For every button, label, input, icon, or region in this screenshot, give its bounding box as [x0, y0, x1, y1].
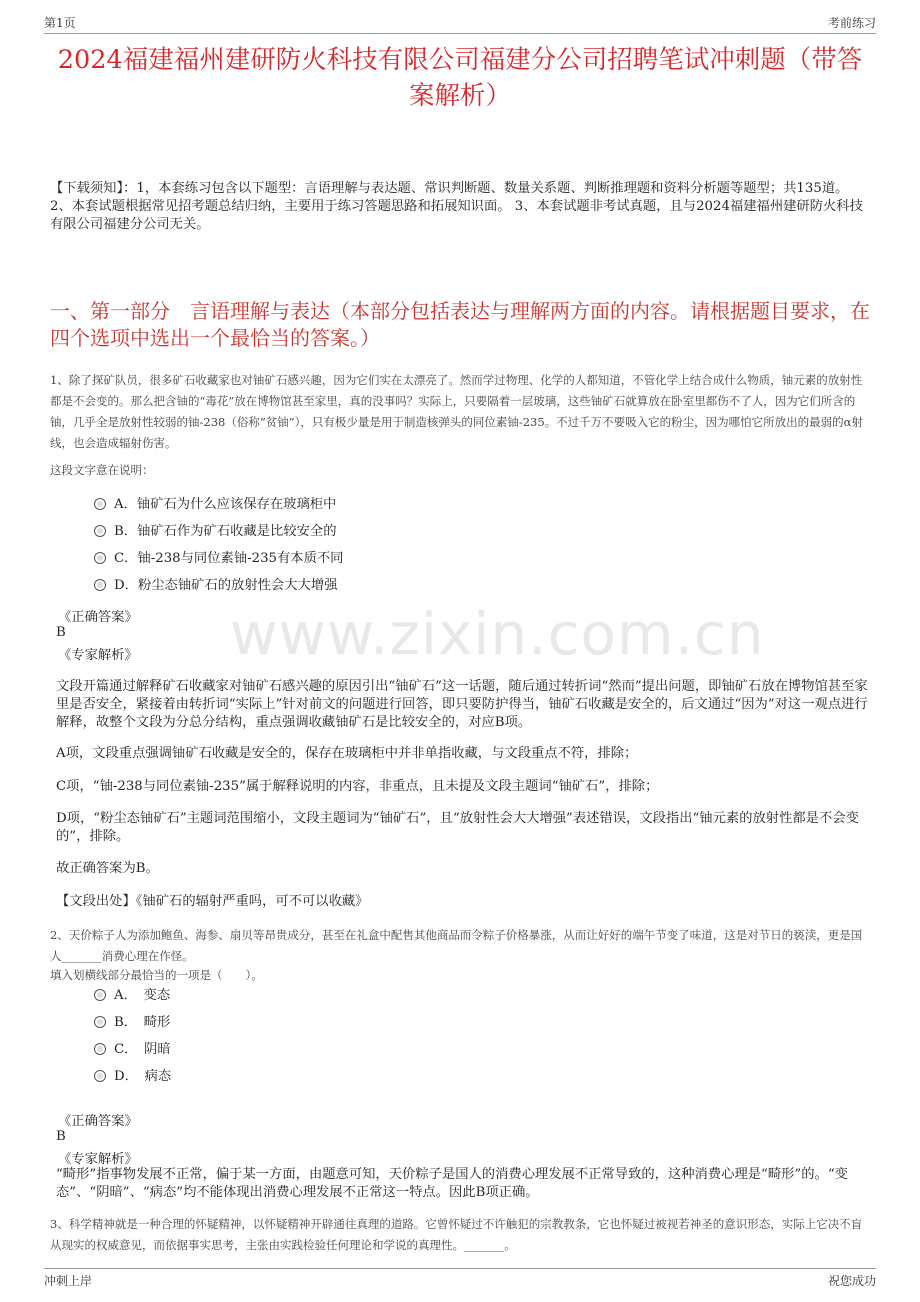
page-number: 第1页 [44, 16, 76, 30]
q1-analysis-para-5: 故正确答案为B。 [56, 861, 159, 876]
radio-icon[interactable] [94, 579, 106, 591]
q2-analysis: “畸形”指事物发展不正常，偏于某一方面，由题意可知，天价粽子是国人的消费心理发展不正常导致的，这种消费心理是“畸形”的。“变态”、“阴暗”、“病态”均不能体现出消费心理发展不正常这一特点。因此B项正确。 [56, 1167, 848, 1200]
watermark: www.zixin.com.cn [230, 600, 765, 668]
q1-option-d[interactable]: D．粉尘态铀矿石的放射性会大大增强 [94, 576, 337, 596]
download-notice: 【下载须知】：1，本套练习包含以下题型：言语理解与表达题、常识判断题、数量关系题、判断推理题和资料分析题等题型；共135道。 2、本套试题根据常见招考题总结归纳，主要用于练习答题思路和拓展知识面。 3、本套试题非考试真题，且与2024福建福州建研防火科技有限公司福建分公司无关。 [50, 181, 863, 232]
footer-divider [44, 1268, 876, 1269]
q1-analysis-para-4: D项，“粉尘态铀矿石”主题词范围缩小，文段主题词为“铀矿石”，且“放射性会大大增强”表述错误，文段指出“铀元素的放射性都是不会变的”，排除。 [56, 811, 859, 844]
radio-icon[interactable] [94, 1043, 106, 1055]
q2-option-a[interactable]: A． 变态 [94, 986, 170, 1006]
radio-icon[interactable] [94, 552, 106, 564]
question-2-stem: 2、天价粽子人为添加鲍鱼、海参、扇贝等昂贵成分，甚至在礼盒中配售其他商品而令粽子价格暴涨，从而让好好的端午节变了味道，这是对节日的亵渎，更是国人_______消费心理在作怪。 [50, 928, 863, 963]
question-2-prompt: 填入划横线部分最恰当的一项是（ ）。 [50, 968, 263, 982]
document-title: 2024福建福州建研防火科技有限公司福建分公司招聘笔试冲刺题（带答案解析） [57, 45, 863, 111]
q1-analysis-para-1: 文段开篇通过解释矿石收藏家对铀矿石感兴趣的原因引出“铀矿石”这一话题，随后通过转折词“然而”提出问题，即铀矿石放在博物馆甚至家里是否安全，紧接着由转折词“实际上”针对前文的问题进行回答，即只要防护得当，铀矿石收藏是安全的，后文通过“因为”对这一观点进行解释，故整个文段为分总分结构，重点强调收藏铀矿石是比较安全的，对应B项。 [56, 679, 868, 730]
question-3-stem: 3、科学精神就是一种合理的怀疑精神，以怀疑精神开辟通往真理的道路。它曾怀疑过不许触犯的宗教教条，它也怀疑过被视若神圣的意识形态，实际上它决不盲从现实的权威意见，而依据事实思考，主张由实践检验任何理论和学说的真理性。_______。 [50, 1217, 863, 1252]
radio-icon[interactable] [94, 989, 106, 1001]
footer-left: 冲刺上岸 [44, 1274, 93, 1288]
q2-answer-label: 《正确答案》 [58, 1114, 138, 1129]
q1-option-c[interactable]: C．铀-238与同位素铀-235有本质不同 [94, 549, 343, 569]
radio-icon[interactable] [94, 1016, 106, 1028]
q2-option-b[interactable]: B． 畸形 [94, 1013, 170, 1033]
header-divider [44, 33, 876, 34]
q1-analysis-label: 《专家解析》 [58, 648, 138, 663]
radio-icon[interactable] [94, 498, 106, 510]
q1-analysis-para-2: A项，文段重点强调铀矿石收藏是安全的，保存在玻璃柜中并非单指收藏，与文段重点不符，排除； [56, 746, 638, 761]
q1-answer: B [56, 625, 66, 640]
q1-option-b[interactable]: B．铀矿石作为矿石收藏是比较安全的 [94, 522, 337, 542]
q1-answer-label: 《正确答案》 [58, 610, 138, 625]
q2-option-d[interactable]: D． 病态 [94, 1067, 171, 1087]
q2-answer: B [56, 1129, 66, 1144]
radio-icon[interactable] [94, 1070, 106, 1082]
header-label: 考前练习 [827, 16, 876, 30]
q1-source: 【文段出处】《铀矿石的辐射严重吗，可不可以收藏》 [56, 894, 369, 909]
question-1-prompt: 这段文字意在说明： [50, 463, 154, 477]
q1-analysis-para-3: C项，“铀-238与同位素铀-235”属于解释说明的内容，非重点，且未提及文段主题词“铀矿石”，排除； [56, 779, 659, 794]
section-heading: 一、第一部分 言语理解与表达（本部分包括表达与理解两方面的内容。请根据题目要求，在四个选项中选出一个最恰当的答案。） [50, 299, 870, 350]
q1-option-a[interactable]: A．铀矿石为什么应该保存在玻璃柜中 [94, 495, 336, 515]
q2-option-c[interactable]: C． 阴暗 [94, 1040, 171, 1060]
radio-icon[interactable] [94, 525, 106, 537]
q2-analysis-label: 《专家解析》 [58, 1152, 138, 1167]
footer-right: 祝您成功 [827, 1274, 876, 1288]
question-1-stem: 1、除了探矿队员，很多矿石收藏家也对铀矿石感兴趣，因为它们实在太漂亮了。然而学过物理、化学的人都知道，不管化学上结合成什么物质，铀元素的放射性都是不会变的。那么把含铀的“毒花”放在博物馆甚至家里，真的没事吗？实际上，只要隔着一层玻璃，这些铀矿石就算放在卧室里都伤不了人，因为它们所含的铀，几乎全是放射性较弱的铀-238（俗称“贫铀”），只有极少量是用于制造核弹头的同位素铀-235。不过千万不要吸入它的粉尘，因为哪怕它所放出的最弱的α射线，也会造成辐射伤害。 [50, 373, 863, 450]
